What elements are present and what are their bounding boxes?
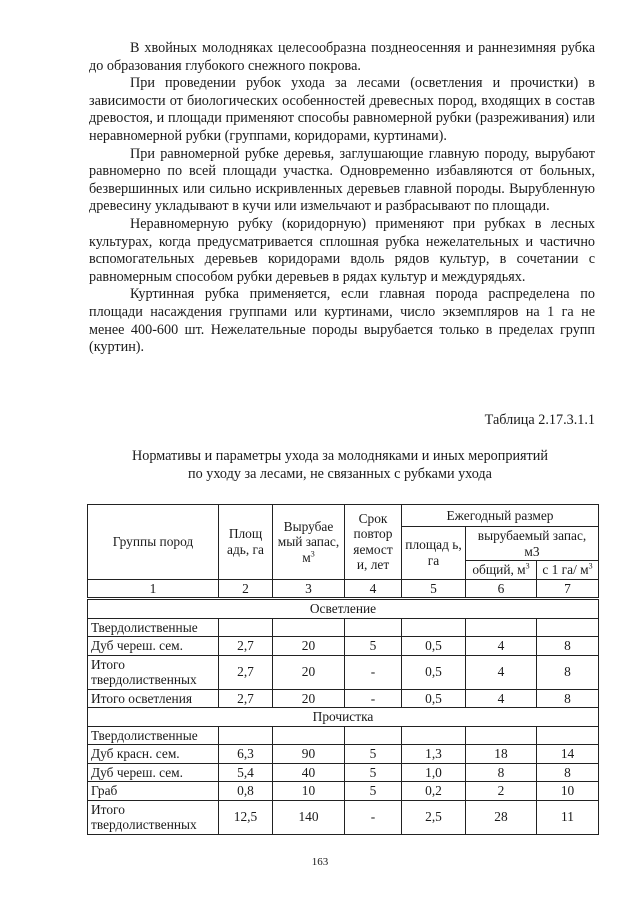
column-number: 4 <box>345 579 402 599</box>
cell-volume: 10 <box>273 782 345 801</box>
header-annual-volume: вырубаемый запас, м3 <box>466 527 599 561</box>
table-row <box>88 726 599 745</box>
cell-per-ha <box>537 726 599 745</box>
section-row <box>88 708 599 727</box>
header-annual: Ежегодный размер <box>402 505 599 527</box>
row-label: Дуб красн. сем. <box>88 745 219 764</box>
column-number: 7 <box>537 579 599 599</box>
cell-period: 5 <box>345 782 402 801</box>
table-row <box>88 745 599 764</box>
cell-area: 2,7 <box>219 637 273 656</box>
section-title: Осветление <box>88 599 599 619</box>
cell-annual-area: 0,5 <box>402 689 466 708</box>
cell-annual-area: 2,5 <box>402 800 466 834</box>
header-total: общий, $м^3$ <box>466 561 537 580</box>
cell-area: 0,8 <box>219 782 273 801</box>
table-body <box>88 599 599 835</box>
page-number: 163 <box>311 856 329 868</box>
caption-line-2: по уходу за лесами, не связанных с рубками ухода <box>188 466 492 482</box>
header-per-ha: с 1 га/ $м^3$ <box>537 561 599 580</box>
cell-area: 2,7 <box>219 655 273 689</box>
cell-annual-area: 1,3 <box>402 745 466 764</box>
table-row <box>88 655 599 689</box>
cell-volume: 90 <box>273 745 345 764</box>
section-row <box>88 599 599 619</box>
table-row <box>88 763 599 782</box>
paragraph-2: При проведении рубок ухода за лесами (осветления и прочистки) в зависимости от биологических особенностей древесных пород, входящих в состав древостоя, и площади применяют способы равномерной рубки (разреживания) или неравномерной рубки (группами, коридорами, куртинами). <box>89 75 595 144</box>
table-row <box>88 782 599 801</box>
cell-period: - <box>345 689 402 708</box>
column-number: 1 <box>88 579 219 599</box>
cell-area <box>219 726 273 745</box>
cell-area: 2,7 <box>219 689 273 708</box>
cell-volume: 20 <box>273 637 345 656</box>
body-text <box>89 40 595 357</box>
column-number: 3 <box>273 579 345 599</box>
cell-period: 5 <box>345 763 402 782</box>
cell-volume: 20 <box>273 689 345 708</box>
header-area: Площ адь, га <box>219 505 273 580</box>
cell-volume: 40 <box>273 763 345 782</box>
section-title: Прочистка <box>88 708 599 727</box>
header-period: Срок повтор яемост и, лет <box>345 505 402 580</box>
cell-total: 28 <box>466 800 537 834</box>
cell-per-ha: 14 <box>537 745 599 764</box>
row-label: Итого твердолиственных <box>88 800 219 834</box>
table-row <box>88 689 599 708</box>
norms-table <box>87 504 599 835</box>
cell-area <box>219 618 273 637</box>
paragraph-3: При равномерной рубке деревья, заглушающие главную породу, вырубают равномерно по всей площади участка. Одновременно избавляются от больных, безвершинных или сильно искривленных деревьев главной породы. Вырубленную древесину укладывают в кучи или измельчают и разбрасывают по площади. <box>89 145 595 215</box>
row-label: Итого твердолиственных <box>88 655 219 689</box>
cell-area: 5,4 <box>219 763 273 782</box>
table-number: Таблица 2.17.3.1.1 <box>484 412 595 428</box>
cell-total: 2 <box>466 782 537 801</box>
cell-annual-area: 0,5 <box>402 655 466 689</box>
row-label: Граб <box>88 782 219 801</box>
cell-per-ha: 10 <box>537 782 599 801</box>
cell-period: 5 <box>345 637 402 656</box>
table-caption <box>60 447 620 483</box>
cell-annual-area <box>402 618 466 637</box>
cell-period: 5 <box>345 745 402 764</box>
column-number: 5 <box>402 579 466 599</box>
cell-total: 18 <box>466 745 537 764</box>
cell-area: 6,3 <box>219 745 273 764</box>
row-label: Твердолиственные <box>88 618 219 637</box>
cell-total: 4 <box>466 637 537 656</box>
cell-total: 8 <box>466 763 537 782</box>
cell-volume: 20 <box>273 655 345 689</box>
caption-line-1: Нормативы и параметры ухода за молодняками и иных мероприятий <box>132 448 548 464</box>
header-annual-area: площад ь, га <box>402 527 466 580</box>
cell-period: - <box>345 800 402 834</box>
cell-total <box>466 726 537 745</box>
cell-per-ha: 8 <box>537 763 599 782</box>
row-label: Итого осветления <box>88 689 219 708</box>
table-row <box>88 637 599 656</box>
column-number: 2 <box>219 579 273 599</box>
cell-period <box>345 726 402 745</box>
cell-volume <box>273 726 345 745</box>
cell-per-ha: 11 <box>537 800 599 834</box>
paragraph-5: Куртинная рубка применяется, если главная порода распределена по площади насаждения группами или куртинами, число экземпляров на 1 га не менее 400-600 шт. Нежелательные породы вырубается только в пределах групп (куртин). <box>89 286 595 356</box>
cell-per-ha: 8 <box>537 689 599 708</box>
table-row <box>88 800 599 834</box>
column-number-row <box>88 579 599 599</box>
column-number: 6 <box>466 579 537 599</box>
cell-period <box>345 618 402 637</box>
paragraph-4: Неравномерную рубку (коридорную) применяют при рубках в лесных культурах, когда предусматривается сплошная рубка нежелательных и частично вспомогательных деревьев коридорами вдоль рядов культур, в сочетании с равномерным способом рубки деревьев в рядах культур и междурядьях. <box>89 215 595 285</box>
cell-total <box>466 618 537 637</box>
table-row <box>88 618 599 637</box>
cell-per-ha: 8 <box>537 655 599 689</box>
cell-per-ha: 8 <box>537 637 599 656</box>
header-volume: Вырубае мый запас, $м^3$ <box>273 505 345 580</box>
cell-per-ha <box>537 618 599 637</box>
cell-total: 4 <box>466 655 537 689</box>
cell-annual-area: 0,5 <box>402 637 466 656</box>
header-groups: Группы пород <box>88 505 219 580</box>
cell-annual-area: 0,2 <box>402 782 466 801</box>
cell-annual-area: 1,0 <box>402 763 466 782</box>
cell-period: - <box>345 655 402 689</box>
paragraph-1: В хвойных молодняках целесообразна позднеосенняя и раннезимняя рубка до образования глубокого снежного покрова. <box>89 40 595 74</box>
cell-volume: 140 <box>273 800 345 834</box>
cell-volume <box>273 618 345 637</box>
cell-total: 4 <box>466 689 537 708</box>
cell-annual-area <box>402 726 466 745</box>
row-label: Дуб череш. сем. <box>88 637 219 656</box>
cell-area: 12,5 <box>219 800 273 834</box>
row-label: Дуб череш. сем. <box>88 763 219 782</box>
row-label: Твердолиственные <box>88 726 219 745</box>
